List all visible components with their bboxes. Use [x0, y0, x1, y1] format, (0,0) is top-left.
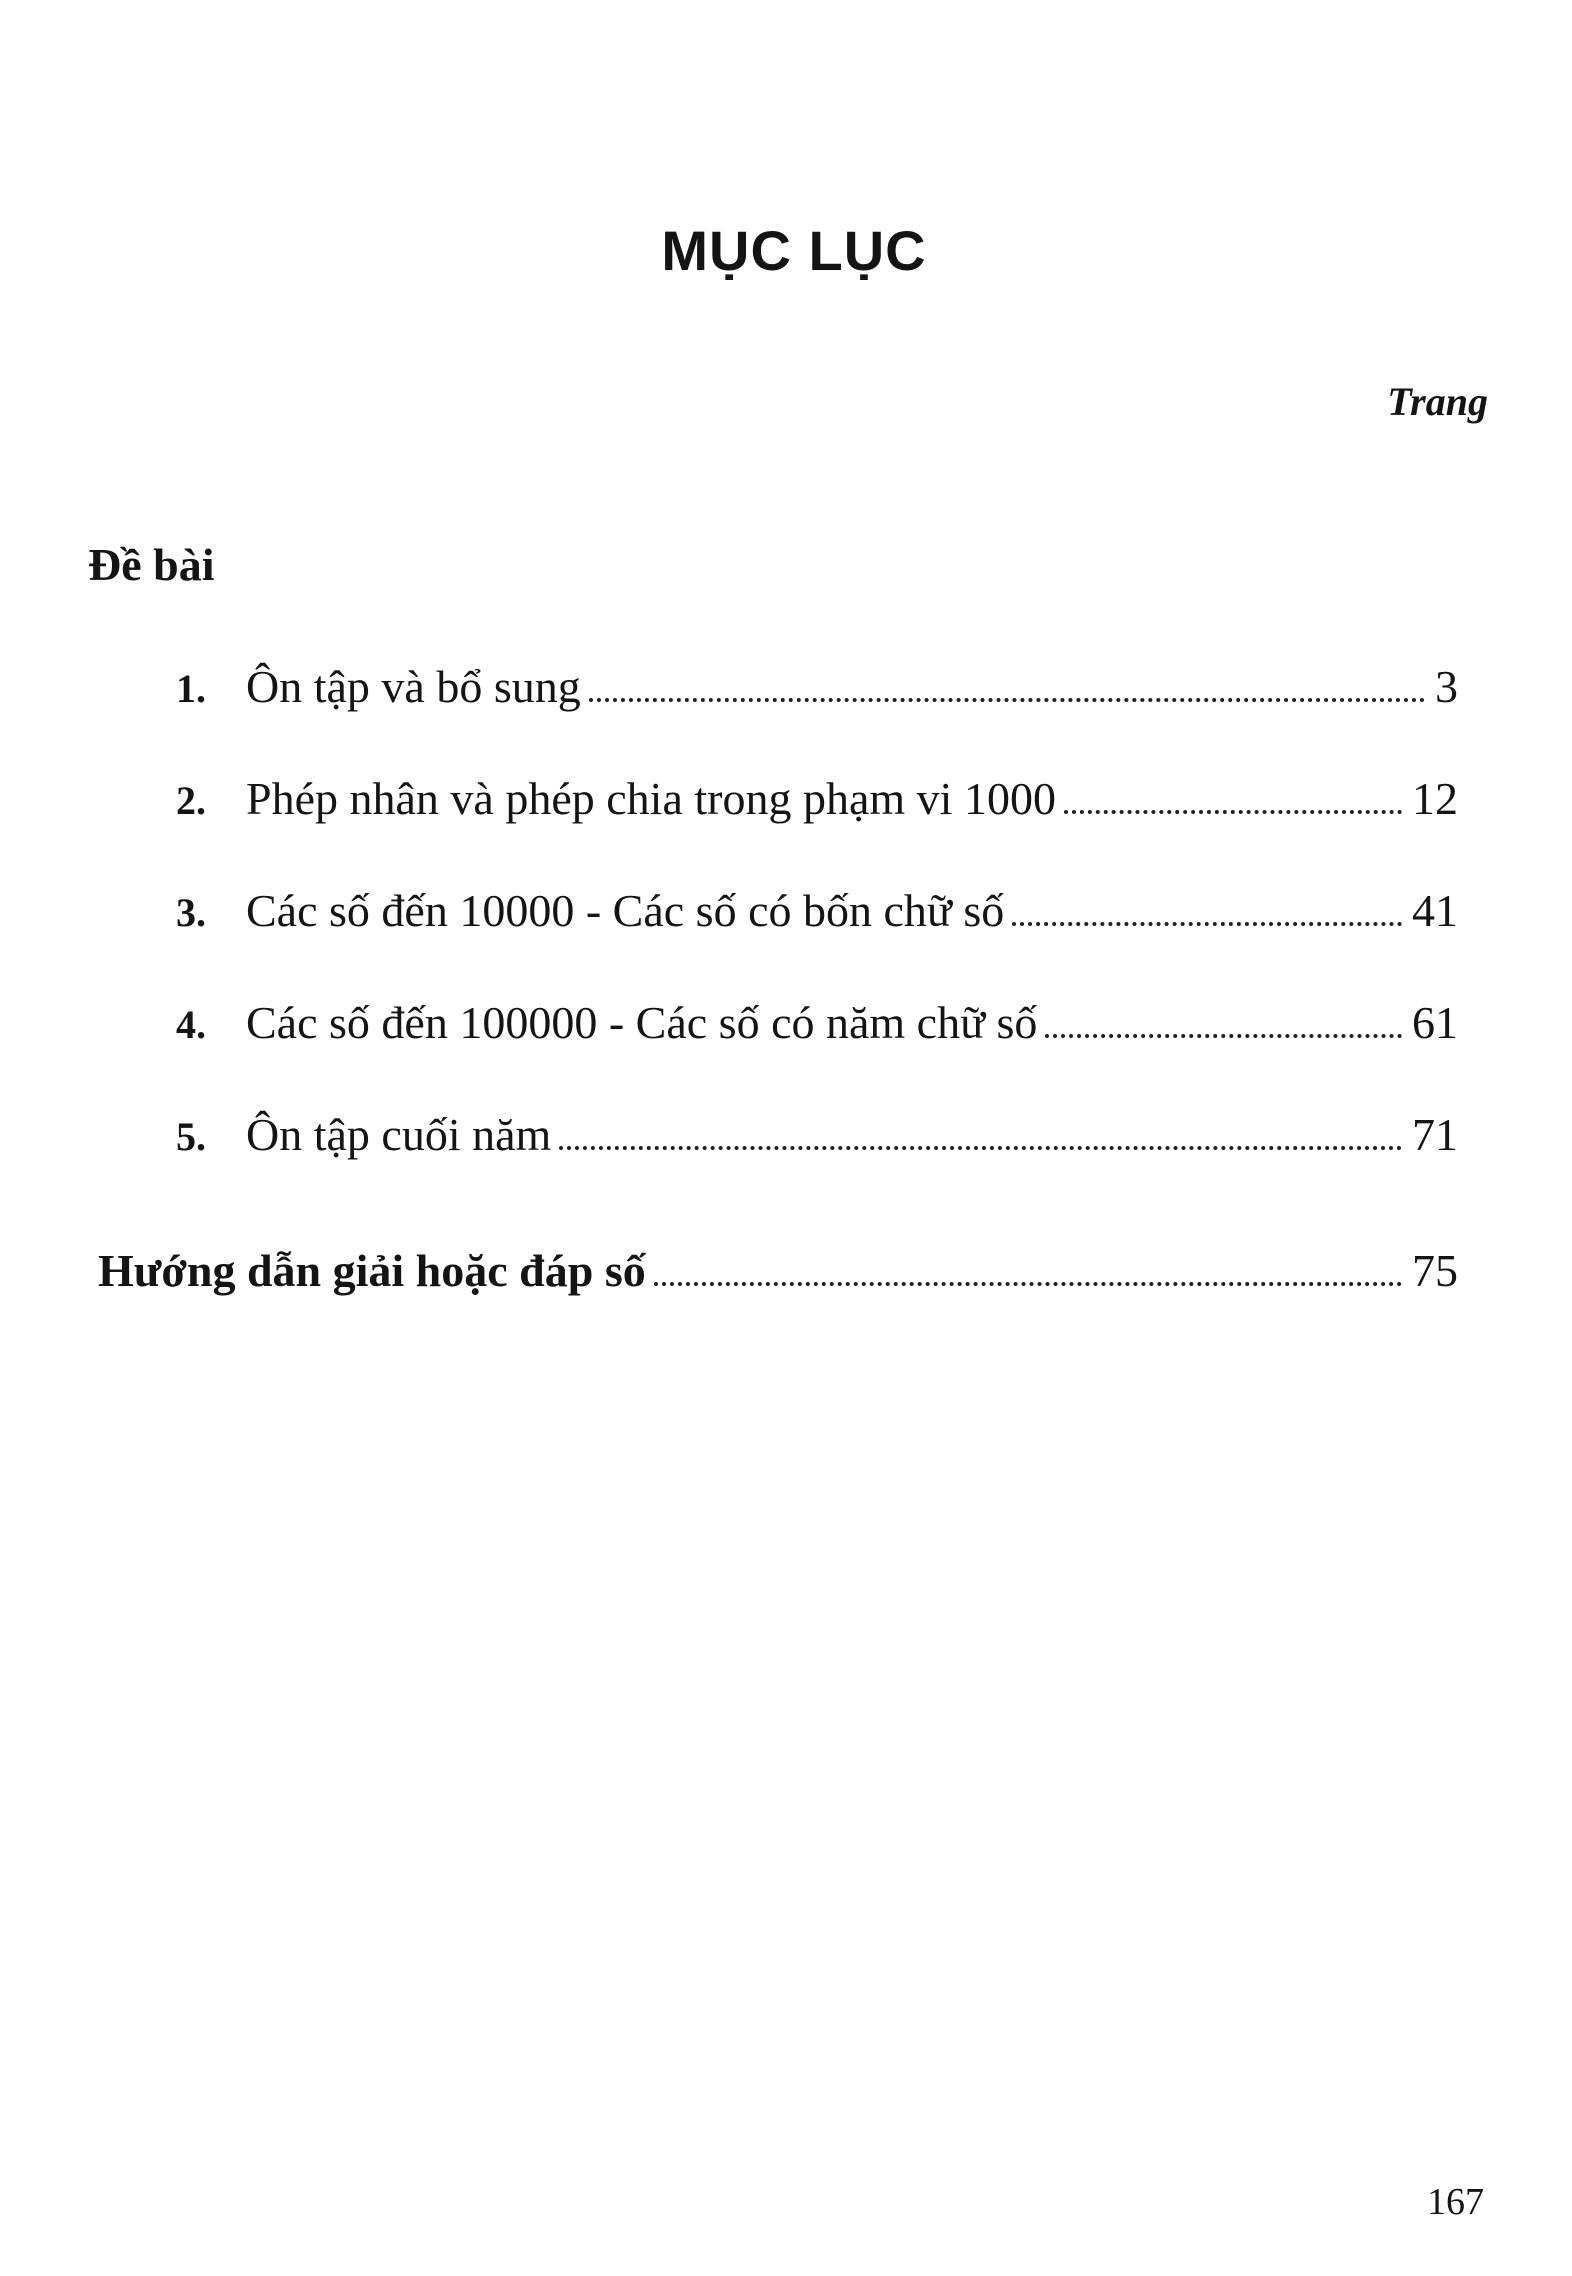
toc-entry-label: Hướng dẫn giải hoặc đáp số — [98, 1245, 646, 1296]
toc-entry — [176, 772, 1458, 825]
toc-entry-label: Ôn tập và bổ sung — [246, 661, 581, 712]
toc-entry-page: 12 — [1412, 773, 1458, 824]
dot-leader — [654, 1282, 1402, 1286]
toc-final-entry — [98, 1244, 1458, 1297]
toc-entry-number: 4. — [176, 1002, 206, 1047]
section-heading: Đề bài — [88, 539, 215, 590]
page-number: 167 — [1427, 2181, 1484, 2223]
toc-entry-page: 41 — [1412, 885, 1458, 936]
toc-entry — [176, 884, 1458, 937]
toc-entry — [176, 996, 1458, 1049]
toc-entry-number: 2. — [176, 778, 206, 823]
toc-entry-number: 5. — [176, 1114, 206, 1159]
toc-entry-label: Các số đến 10000 - Các số có bốn chữ số — [246, 885, 1005, 936]
toc-entry-page: 75 — [1412, 1245, 1458, 1296]
toc-entry-number: 3. — [176, 890, 206, 935]
toc-entry-page: 71 — [1412, 1109, 1458, 1160]
dot-leader — [589, 698, 1425, 702]
toc-entry — [176, 660, 1458, 713]
toc-entry — [176, 1108, 1458, 1161]
dot-leader — [1012, 922, 1402, 926]
toc-entry-label: Phép nhân và phép chia trong phạm vi 1000 — [246, 773, 1056, 824]
toc-entry-label: Các số đến 100000 - Các số có năm chữ số — [246, 997, 1038, 1048]
dot-leader — [559, 1146, 1402, 1150]
toc-entry-page: 61 — [1412, 997, 1458, 1048]
toc-entry-number: 1. — [176, 666, 206, 711]
page-title: MỤC LỤC — [661, 219, 927, 282]
dot-leader — [1064, 810, 1402, 814]
page-column-label: Trang — [1387, 379, 1488, 424]
toc-entry-label: Ôn tập cuối năm — [246, 1109, 552, 1160]
toc-entry-page: 3 — [1435, 661, 1458, 712]
dot-leader — [1045, 1034, 1402, 1038]
